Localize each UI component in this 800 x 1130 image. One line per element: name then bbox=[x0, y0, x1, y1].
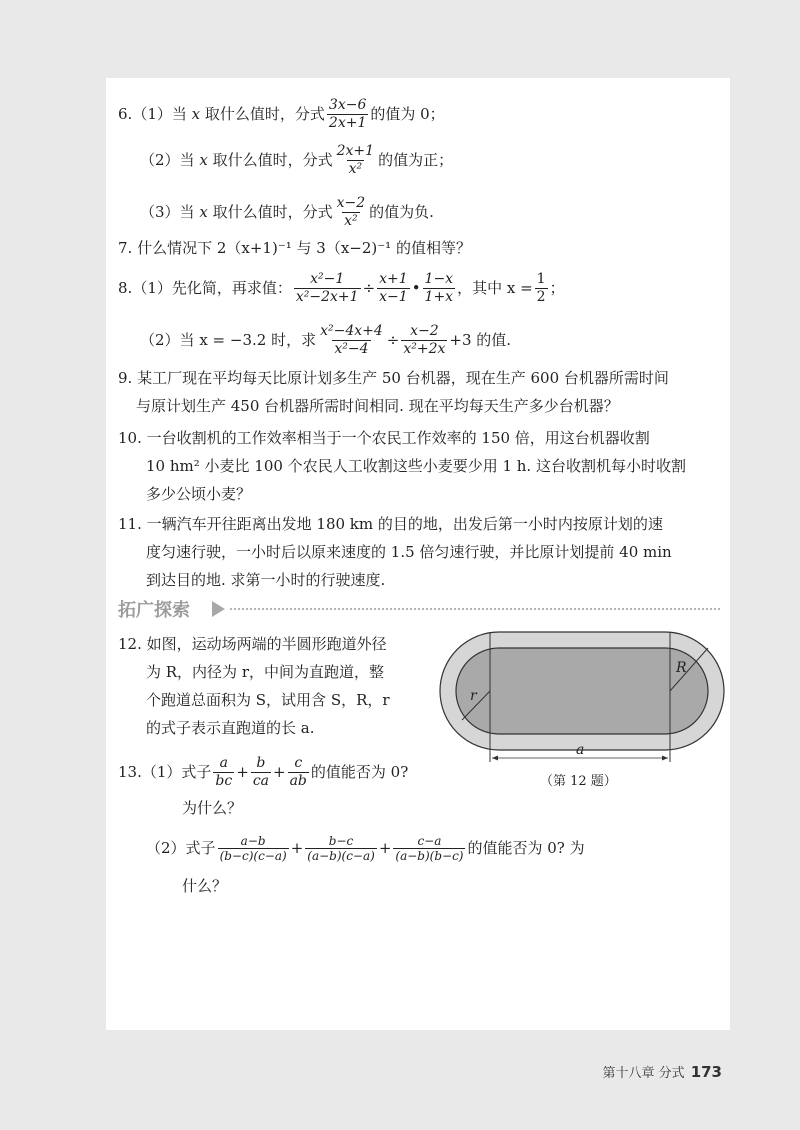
fraction: $\frac{\text{x²−1}}{\text{x²−2x+1}}$ bbox=[295, 270, 359, 305]
fraction: $\frac{c-a}{(a-b)(b-c)}$ bbox=[395, 833, 464, 863]
q13-part1-line2: 为什么？ bbox=[182, 799, 243, 817]
fraction: $\frac{a-b}{(b-c)(c-a)}$ bbox=[219, 833, 287, 863]
label-r: r bbox=[470, 688, 477, 704]
fraction: $\frac{b-c}{(a-b)(c-a)}$ bbox=[307, 833, 375, 863]
chapter-label: 第十八章 分式 bbox=[602, 1066, 685, 1081]
q13-part1: 13. （1） 式子 $\frac{a}{bc}$ + $\frac{b}{ca}$ + $\frac{c}{ab}$ 的值能否为 0? bbox=[118, 754, 409, 789]
fraction: $\frac{c}{ab}$ bbox=[289, 754, 307, 789]
fraction: $\frac{a}{bc}$ bbox=[215, 754, 233, 789]
q12-line4: 的式子表示直跑道的长 a. bbox=[146, 719, 315, 737]
fraction: $\frac{\text{x²−4x+4}}{\text{x²−4}}$ bbox=[320, 322, 383, 357]
q10-line1: 10. 一台收割机的工作效率相当于一个农民工作效率的 150 倍，用这台机器收割 bbox=[118, 429, 650, 447]
section-title: 拓广探索 bbox=[118, 600, 190, 621]
q9-line2: 与原计划生产 450 台机器所需时间相同. 现在平均每天生产多少台机器？ bbox=[136, 397, 619, 415]
fraction: $\frac{b}{ca}$ bbox=[252, 754, 269, 789]
arrow-right-icon bbox=[212, 601, 225, 617]
page-number: 173 bbox=[690, 1063, 722, 1081]
q6-part3: （3） 当 x 取什么值时，分式 $\frac{x-2}{\text{x²}}$ 的值为负. bbox=[140, 194, 434, 229]
q8-part1: 8. （1） 先化简，再求值： $\frac{\text{x²−1}}{\text{x²−2x+1}}$ ÷ $\frac{x+1}{x-1}$ • $\frac{1-x}{1+x}$ ，其中 x = $\frac{1}{2}$ ； bbox=[118, 270, 565, 305]
q10-line3: 多少公顷小麦？ bbox=[146, 485, 252, 503]
q12-line3: 个跑道总面积为 S，试用含 S，R，r bbox=[146, 691, 390, 709]
arrow-left-icon bbox=[492, 756, 498, 761]
q8-part2: （2） 当 x = −3.2 时，求 $\frac{\text{x²−4x+4}}{\text{x²−4}}$ ÷ $\frac{x-2}{\text{x²+2x}}$ +3 的值. bbox=[140, 322, 512, 357]
q13-part2-line2: 什么？ bbox=[182, 877, 228, 895]
track-figure bbox=[438, 630, 726, 762]
fraction: $\frac{1-x}{1+x}$ bbox=[424, 270, 454, 305]
fraction: $\frac{x+1}{x-1}$ bbox=[379, 270, 408, 305]
page-footer bbox=[603, 1062, 722, 1081]
q6-part1: 6. （1） 当 x 取什么值时，分式 $\frac{3x-6}{2x+1}$ 的值为 0； bbox=[118, 96, 445, 131]
fraction: $\frac{3x-6}{2x+1}$ bbox=[328, 96, 367, 131]
q11-line3: 到达目的地. 求第一小时的行驶速度. bbox=[146, 571, 386, 589]
label-a: a bbox=[576, 742, 585, 758]
label-R: R bbox=[676, 660, 687, 676]
arrow-right-icon bbox=[662, 756, 668, 761]
q13-part2: （2） 式子 $\frac{a-b}{(b-c)(c-a)}$ + $\frac{b-c}{(a-b)(c-a)}$ + $\frac{c-a}{(a-b)(b-c)}$ 的值能否为 0? 为 bbox=[146, 833, 585, 863]
fraction: $\frac{x-2}{\text{x²+2x}}$ bbox=[403, 322, 446, 357]
fraction: $\frac{1}{2}$ bbox=[536, 270, 546, 305]
q12-line1: 12. 如图，运动场两端的半圆形跑道外径 bbox=[118, 635, 387, 653]
fraction: $\frac{x-2}{\text{x²}}$ bbox=[336, 194, 366, 229]
q11-line2: 度匀速行驶，一小时后以原来速度的 1.5 倍匀速行驶，并比原计划提前 40 min bbox=[146, 543, 672, 561]
section-divider bbox=[230, 608, 720, 610]
q11-line1: 11. 一辆汽车开往距离出发地 180 km 的目的地，出发后第一小时内按原计划的速 bbox=[118, 515, 663, 533]
q7: 7. 什么情况下 2（x+1)⁻¹ 与 3（x−2)⁻¹ 的值相等？ bbox=[118, 239, 471, 257]
q10-line2: 10 hm² 小麦比 100 个农民人工收割这些小麦要少用 1 h. 这台收割机每小时收割 bbox=[146, 457, 686, 475]
question-number: 6. bbox=[118, 105, 133, 123]
q9-line1: 9. 某工厂现在平均每天比原计划多生产 50 台机器，现在生产 600 台机器所需时间 bbox=[118, 369, 669, 387]
figure-caption: （第 12 题） bbox=[540, 774, 617, 789]
q12-line2: 为 R，内径为 r，中间为直跑道，整 bbox=[146, 663, 385, 681]
fraction: $\frac{2x+1}{\text{x²}}$ bbox=[336, 142, 375, 177]
q6-part2: （2） 当 x 取什么值时，分式 $\frac{2x+1}{\text{x²}}$ 的值为正； bbox=[140, 142, 454, 177]
